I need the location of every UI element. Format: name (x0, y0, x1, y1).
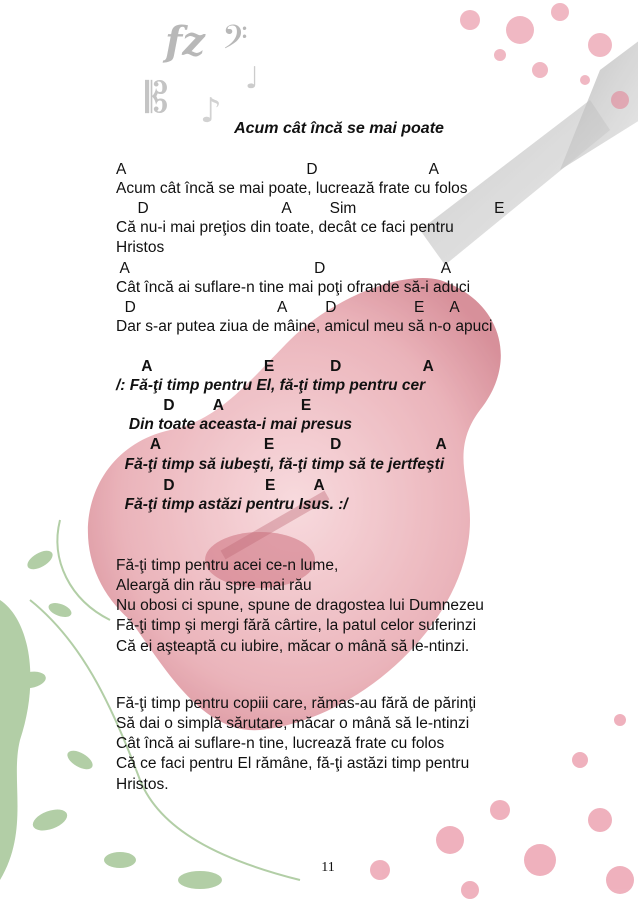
lyric-line: Fă-ţi timp pentru copiii care, rămas-au fără de părinţi (116, 695, 477, 712)
chord-line: A D A (116, 260, 452, 277)
chorus-lyric-line: /: Fă-ţi timp pentru El, fă-ţi timp pentru cer (116, 377, 426, 394)
lyric-line: Să dai o simplă sărutare, măcar o mână să le-ntinzi (116, 715, 470, 732)
lyric-line: Dar s-ar putea ziua de mâine, amicul meu să n-o apuci (116, 318, 493, 335)
lyric-line: Nu obosi ci spune, spune de dragostea lui Dumnezeu (116, 597, 484, 614)
chorus-chord-line: A E D A (116, 436, 447, 453)
lyric-line: Aleargă din rău spre mai rău (116, 577, 312, 594)
lyric-line: Fă-ţi timp şi mergi fără cârtire, la patul celor suferinzi (116, 617, 477, 634)
chorus-lyric-line: Fă-ţi timp astăzi pentru Isus. :/ (116, 496, 348, 513)
chorus-chord-line: A E D A (116, 358, 434, 375)
chorus-lyric-line: Fă-ţi timp să iubeşti, fă-ţi timp să te jertfeşti (116, 456, 445, 473)
lyric-line: Că nu-i mai preţios din toate, decât ce faci pentru (116, 219, 454, 236)
page-number: 11 (321, 860, 335, 875)
lyric-line: Hristos (116, 239, 165, 256)
chord-line: D A Sim E (116, 200, 505, 217)
lyric-line: Acum cât încă se mai poate, lucrează frate cu folos (116, 180, 468, 197)
svg-text:fz: fz (165, 18, 205, 65)
chorus-lyric-line: Din toate aceasta-i mai presus (116, 416, 353, 433)
chorus-chord-line: D A E (116, 397, 312, 414)
chord-line: A D A (116, 161, 439, 178)
chorus-chord-line: D E A (116, 477, 325, 494)
lyric-line: Că ce faci pentru El rămâne, fă-ţi astăzi timp pentru (116, 755, 470, 772)
lyric-line: Că ei aşteaptă cu iubire, măcar o mână să le-ntinzi. (116, 638, 470, 655)
svg-text:𝄢: 𝄢 (222, 19, 248, 65)
lyric-line: Hristos. (116, 776, 169, 793)
svg-text:♩: ♩ (245, 61, 260, 96)
song-title: Acum cât încă se mai poate (234, 120, 444, 137)
chord-line: D A D E A (116, 299, 460, 316)
lyric-line: Cât încă ai suflare-n tine mai poţi ofrande să-i aduci (116, 279, 471, 296)
lyric-line: Fă-ţi timp pentru acei ce-n lume, (116, 557, 339, 574)
svg-text:𝄡: 𝄡 (145, 73, 169, 122)
lyric-line: Cât încă ai suflare-n tine, lucrează frate cu folos (116, 735, 445, 752)
svg-text:♪: ♪ (200, 91, 222, 131)
